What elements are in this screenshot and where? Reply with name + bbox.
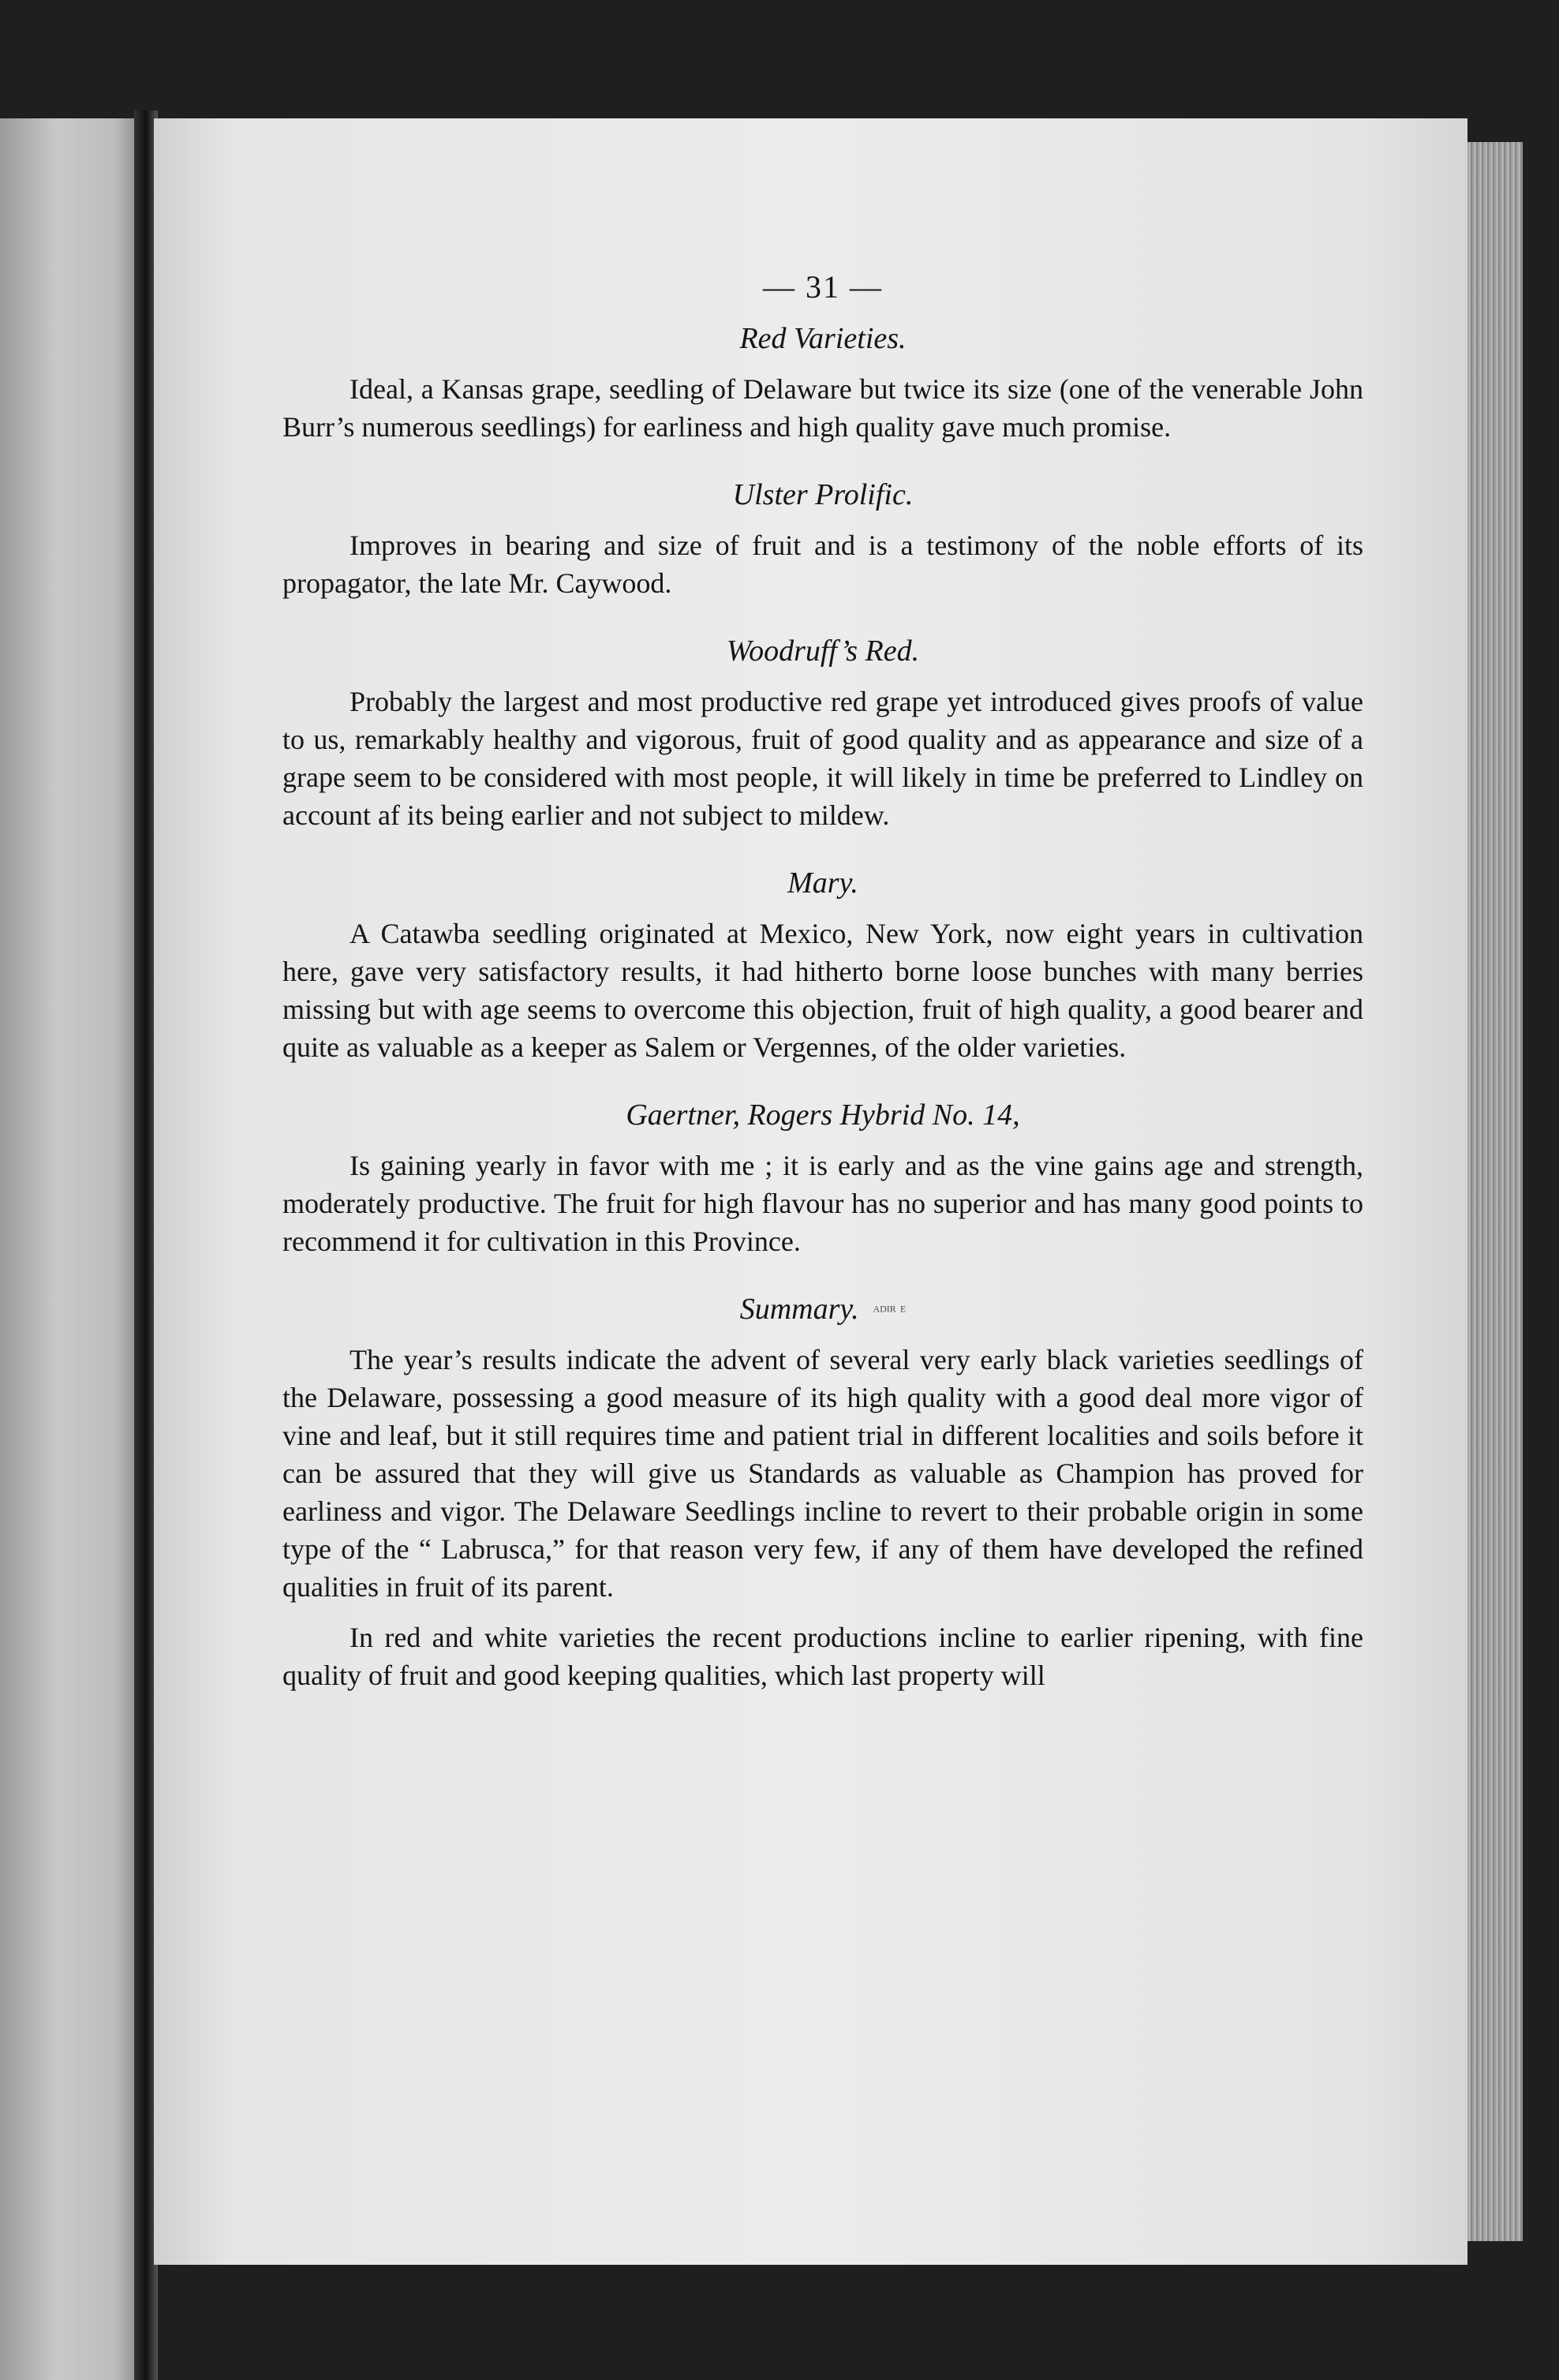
section-heading-mary: Mary. xyxy=(787,866,858,900)
page-number: — 31 — xyxy=(763,269,883,305)
summary-heading-text: Summary. xyxy=(739,1293,859,1326)
section-paragraph-gaertner: Is gaining yearly in favor with me ; it is early and as the vine gains age and strength, moderately productive. The fruit for high flavour has no superior and has many good points to recommend it for cultivation in this Province. xyxy=(282,1150,1363,1257)
facing-page xyxy=(0,118,142,2380)
handwritten-annotation: ᴬᴰᴵᴿ ᴱ xyxy=(873,1302,907,1320)
section-paragraph-summary-continued: In red and white varieties the recent productions incline to earlier ripening, with fine quality of fruit and good keeping qualities, which last property will xyxy=(282,1622,1363,1691)
section-paragraph-woodruffs-red: Probably the largest and most productive red grape yet introduced gives proofs of value to us, remarkably healthy and vigorous, fruit of good quality and as appearance and size of a grape seem to be considered with most people, it will likely in time be preferred to Lindley on account af its being earlier and not subject to mildew. xyxy=(282,686,1363,831)
section-paragraph-mary: A Catawba seedling originated at Mexico, New York, now eight years in cultivation here, gave very satisfactory results, it had hitherto borne loose bunches with many berries missing but with age seems to overcome this objection, fruit of high quality, a good bearer and quite as valuable as a keeper as Salem or Vergennes, of the older varieties. xyxy=(282,918,1363,1063)
page-edges xyxy=(1467,142,1523,2241)
section-heading-ulster-prolific: Ulster Prolific. xyxy=(732,478,914,511)
section-heading-gaertner: Gaertner, Rogers Hybrid No. 14, xyxy=(626,1098,1020,1132)
section-paragraph-ulster-prolific: Improves in bearing and size of fruit and is a testimony of the noble efforts of its propagator, the late Mr. Caywood. xyxy=(282,530,1363,599)
section-heading-summary xyxy=(282,1292,1363,1327)
section-heading-woodruffs-red: Woodruff’s Red. xyxy=(726,634,920,668)
page-text xyxy=(282,268,1363,1726)
section-heading-red-varieties: Red Varieties. xyxy=(739,322,907,355)
section-paragraph-summary: The year’s results indicate the advent of several very early black varieties seedlings of the Delaware, possessing a good measure of its high quality with a good deal more vigor of vine and leaf, but it still requires time and patient trial in different localities and soils before it can be assured that they will give us Standards as valuable as Champion has proved for earliness and vigor. The Delaware Seedlings incline to revert to their probable origin in some type of the “ Labrusca,” for that reason very few, if any of them have developed the refined qualities in fruit of its parent. xyxy=(282,1344,1363,1603)
section-paragraph-red-varieties: Ideal, a Kansas grape, seedling of Delaware but twice its size (one of the venerable John Burr’s numerous seedlings) for earliness and high quality gave much promise. xyxy=(282,373,1363,443)
